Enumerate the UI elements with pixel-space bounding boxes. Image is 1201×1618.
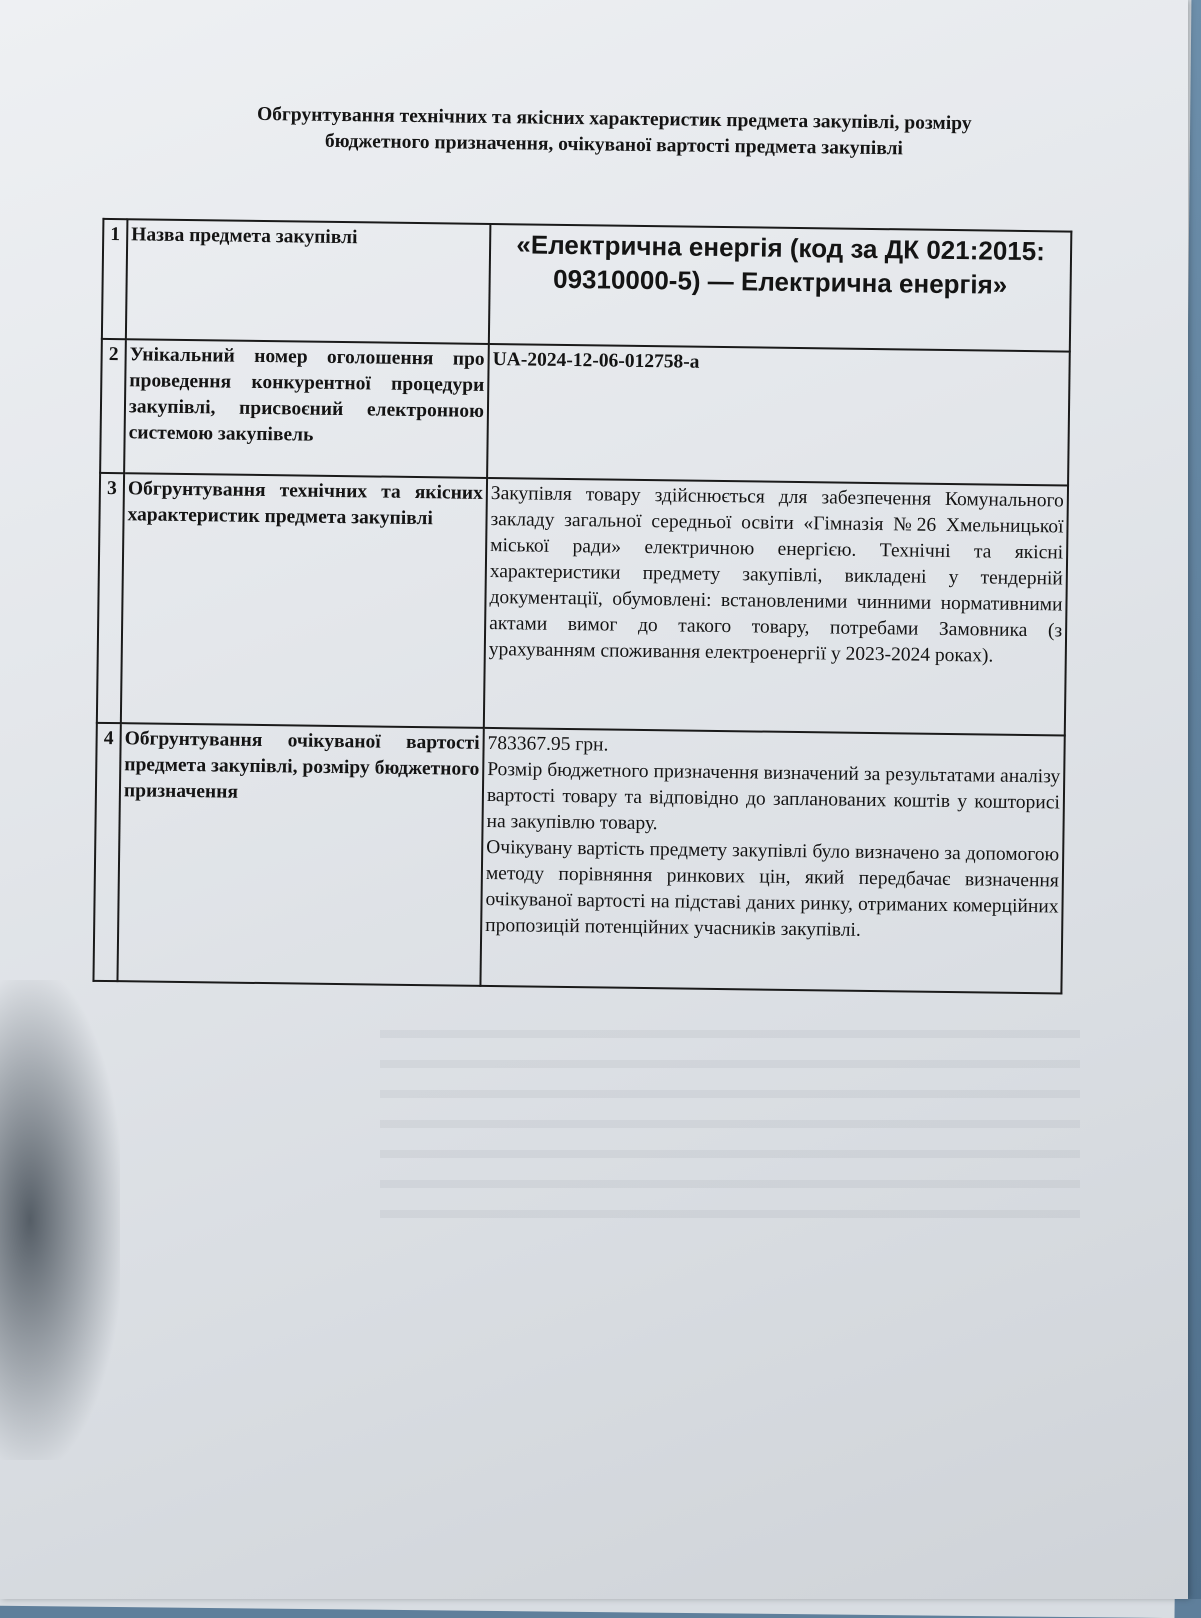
bleed-through-text: [380, 1030, 1080, 1230]
expected-cost-amount: 783367.95 грн.: [487, 732, 609, 756]
cost-justification: [480, 728, 1064, 994]
budget-paragraph: Розмір бюджетного призначення визначений за результатами аналізу вартості товару та відповідно до запланованих коштів у кошторисі на закупівлю товару.: [486, 758, 1061, 835]
table-row: [102, 219, 1071, 352]
row-label: Унікальний номер оголошення про проведення конкурентної процедури закупівлі, присвоєний електронною системою закупівель: [124, 339, 489, 478]
document-title: [111, 100, 1087, 165]
cost-method-paragraph: Очікувану вартість предмету закупівлі було визначено за допомогою методу порівняння ринкових цін, який передбачає визначення очікуваної вартості на підставі даних ринку, отриманих комерційних пропозицій потенційних учасників закупівлі.: [485, 836, 1060, 941]
title-line-2: бюджетного призначення, очікуваної вартості предмета закупівлі: [324, 130, 904, 160]
document-content: [103, 100, 1087, 941]
row-label: Обгрунтування очікуваної вартості предмета закупівлі, розміру бюджетного призначення: [117, 723, 483, 986]
row-number: 1: [102, 219, 128, 339]
row-number: 3: [97, 473, 124, 723]
table-row: [100, 339, 1070, 486]
row-number: 4: [93, 723, 120, 981]
finger-shadow: [0, 980, 120, 1460]
table-row: [97, 473, 1068, 736]
row-label: Назва предмета закупівлі: [126, 219, 491, 344]
row-number: 2: [100, 339, 126, 473]
tender-id: UA-2024-12-06-012758-a: [487, 344, 1070, 486]
procurement-table: [92, 218, 1072, 995]
row-label: Обгрунтування технічних та якісних характеристик предмета закупівлі: [121, 473, 487, 728]
title-line-1: Обгрунтування технічних та якісних характеристик предмета закупівлі, розміру: [256, 103, 972, 135]
table-row: [93, 723, 1064, 994]
subject-name: «Електрична енергія (код за ДК 021:2015: 09310000-5) — Електрична енергія»: [489, 224, 1072, 352]
technical-justification: Закупівля товару здійснюється для забезпечення Комунального закладу загальної середньої освіти «Гімназія №26 Хмельницької міської ради» електричною енергією. Технічні та якісні характеристики предмету закупівлі, викладені у тендерній документації, обумовлені: встановленими чинними нормативними актами вимог до такого товару, потребами Замовника (з урахуванням споживання електроенергії у 2023-2024 роках).: [484, 478, 1068, 736]
